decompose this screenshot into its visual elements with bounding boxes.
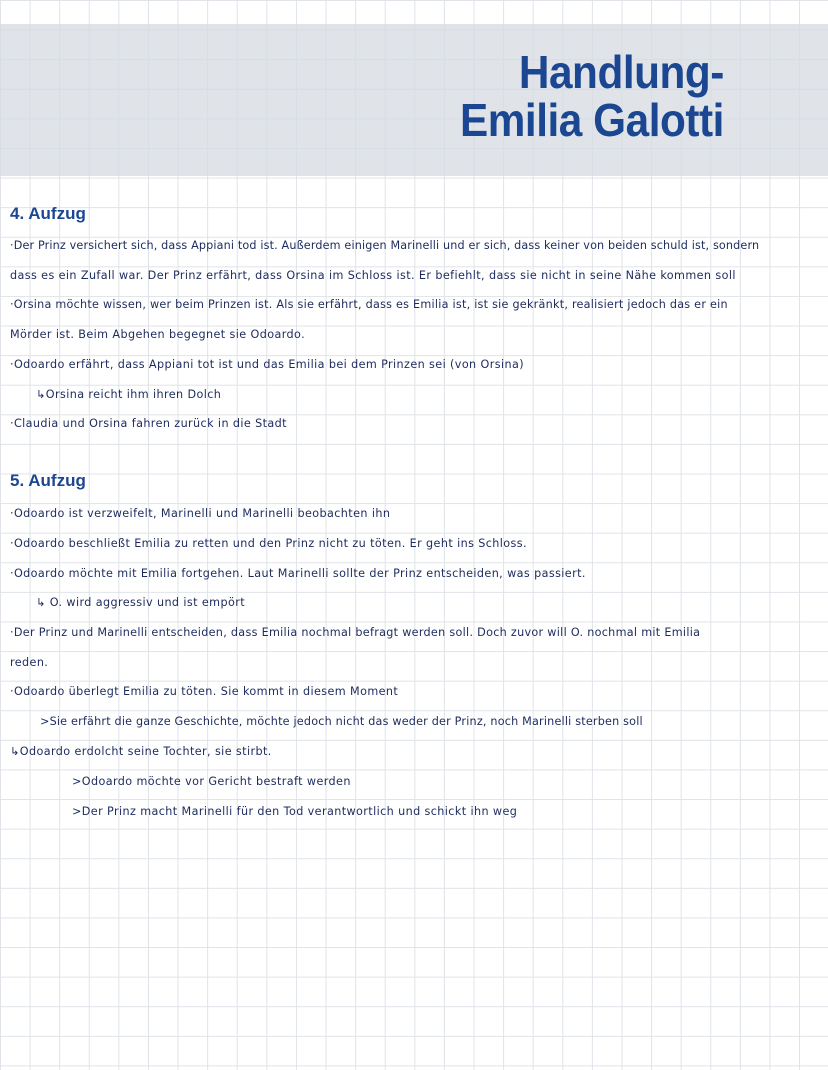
note-line: ·Odoardo ist verzweifelt, Marinelli und Marinelli beobachten ihn	[10, 507, 391, 520]
note-line: dass es ein Zufall war. Der Prinz erfährt, dass Orsina im Schloss ist. Er befiehlt, dass sie nicht in seine Nähe kommen soll	[10, 269, 736, 282]
section-heading-aufzug-5: 5. Aufzug	[10, 471, 86, 490]
note-line: ·Der Prinz versichert sich, dass Appiani tod ist. Außerdem einigen Marinelli und er sich, dass keiner von beiden schuld ist, sondern	[10, 239, 760, 252]
note-line: >Odoardo möchte vor Gericht bestraft werden	[72, 775, 351, 788]
note-line: ·Odoardo überlegt Emilia zu töten. Sie kommt in diesem Moment	[10, 685, 399, 698]
note-line: ↳Odoardo erdolcht seine Tochter, sie stirbt.	[10, 745, 272, 758]
note-line: ·Claudia und Orsina fahren zurück in die Stadt	[10, 417, 287, 430]
note-line: >Der Prinz macht Marinelli für den Tod verantwortlich und schickt ihn weg	[72, 805, 518, 818]
title-line-2: Emilia Galotti	[460, 94, 724, 146]
note-line: reden.	[10, 656, 49, 669]
note-line: ↳ O. wird aggressiv und ist empört	[36, 596, 245, 609]
note-line: ·Der Prinz und Marinelli entscheiden, dass Emilia nochmal befragt werden soll. Doch zuvor will O. nochmal mit Emilia	[10, 626, 701, 639]
page-title	[460, 48, 724, 144]
note-line: ·Odoardo erfährt, dass Appiani tot ist und das Emilia bei dem Prinzen sei (von Orsina)	[10, 358, 524, 371]
note-line: ·Odoardo möchte mit Emilia fortgehen. Laut Marinelli sollte der Prinz entscheiden, was passiert.	[10, 567, 586, 580]
note-line: ↳Orsina reicht ihm ihren Dolch	[36, 388, 222, 401]
note-line: Mörder ist. Beim Abgehen begegnet sie Odoardo.	[10, 328, 306, 341]
section-heading-aufzug-4: 4. Aufzug	[10, 204, 86, 223]
note-line: ·Orsina möchte wissen, wer beim Prinzen ist. Als sie erfährt, dass es Emilia ist, ist sie gekränkt, realisiert jedoch das er ein	[10, 298, 728, 311]
note-line: ·Odoardo beschließt Emilia zu retten und den Prinz nicht zu töten. Er geht ins Schloss.	[10, 537, 527, 550]
title-line-1: Handlung-	[518, 46, 724, 98]
note-line: >Sie erfährt die ganze Geschichte, möchte jedoch nicht das weder der Prinz, noch Marinelli sterben soll	[40, 715, 643, 728]
